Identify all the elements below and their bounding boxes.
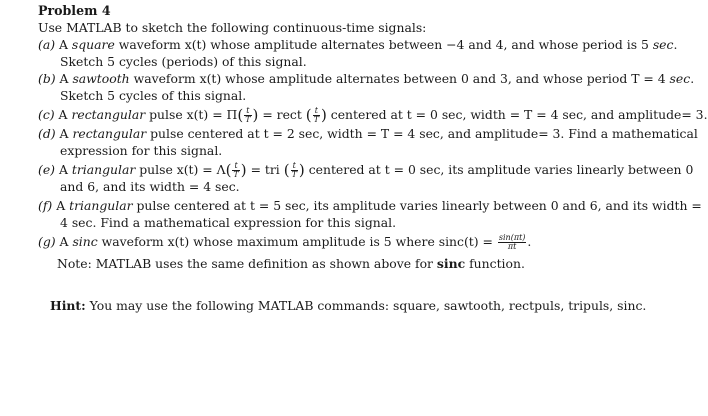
part-d-emphasis: rectangular	[72, 126, 147, 141]
note-text-1: Note: MATLAB uses the same definition as shown above for	[57, 256, 437, 271]
part-e-fraction-1	[232, 162, 239, 179]
part-a-unit: sec	[652, 37, 674, 52]
part-c-paren-open-2: (	[305, 106, 312, 124]
part-b-text-1: A	[55, 71, 73, 86]
fraction-numerator: t	[313, 107, 320, 116]
part-e-text-4: centered at t = 0 sec, its amplitude varies linearly between 0	[304, 162, 694, 177]
part-c-paren-close-1: )	[252, 106, 259, 124]
part-e-label: (e)	[38, 162, 56, 177]
part-e-text-2: pulse x(t) = Λ	[135, 162, 226, 177]
fraction-denominator: T	[245, 115, 251, 124]
part-f-line-2: 4 sec. Find a mathematical expression for this signal.	[60, 215, 397, 230]
part-c-text-2: pulse x(t) = Π	[145, 107, 238, 122]
part-e-line-2: and 6, and its width = 4 sec.	[60, 179, 240, 194]
fraction-numerator: t	[232, 162, 239, 171]
part-a	[38, 36, 678, 70]
note-bold: sinc	[436, 256, 466, 271]
part-e-paren-open-1: (	[225, 161, 232, 179]
part-a-label: (a)	[38, 37, 56, 52]
part-b-label: (b)	[38, 71, 56, 86]
part-c-text-1: A	[54, 107, 72, 122]
part-f-emphasis: triangular	[69, 198, 133, 213]
part-e-text-1: A	[55, 162, 72, 177]
part-e-paren-close-2: )	[298, 161, 305, 179]
part-c-text-3: = rect	[258, 107, 306, 122]
part-c-text-4: centered at t = 0 sec, width = T = 4 sec, and amplitude= 3.	[326, 107, 708, 122]
part-e-text-3: = tri	[246, 162, 284, 177]
part-f	[38, 197, 702, 231]
part-d-line-2: expression for this signal.	[60, 143, 223, 158]
problem-page	[38, 2, 708, 314]
part-c-emphasis: rectangular	[71, 107, 146, 122]
part-g-text-3: .	[527, 234, 532, 249]
part-c-paren-open-1: (	[237, 106, 244, 124]
part-f-text-2: pulse centered at t = 5 sec, its amplitude varies linearly between 0 and 6, and its width =	[132, 198, 702, 213]
fraction-denominator: T	[313, 115, 319, 124]
fraction-denominator: T	[233, 170, 239, 179]
sinc-denominator: πt	[507, 242, 517, 251]
part-a-text-3: .	[673, 37, 678, 52]
fraction-denominator: T	[291, 170, 297, 179]
part-e-paren-close-1: )	[240, 161, 247, 179]
part-a-text-2: waveform x(t) whose amplitude alternates between −4 and 4, and whose period is 5	[114, 37, 653, 52]
part-g-text-2: waveform x(t) whose maximum amplitude is 5 where sinc(t) =	[97, 234, 497, 249]
part-g-emphasis: sinc	[72, 234, 98, 249]
part-b-text-2: waveform x(t) whose amplitude alternates between 0 and 3, and whose period T = 4	[129, 71, 670, 86]
part-c	[38, 106, 708, 124]
part-e-fraction-2	[291, 162, 298, 179]
hint-text: You may use the following MATLAB commands: square, sawtooth, rectpuls, tripuls, sinc.	[85, 298, 647, 313]
sinc-fraction	[498, 234, 527, 251]
part-c-fraction-1	[244, 107, 251, 124]
part-b-text-3: .	[690, 71, 695, 86]
part-e-paren-open-2: (	[283, 161, 290, 179]
note	[38, 255, 678, 272]
part-g-text-1: A	[55, 234, 73, 249]
part-f-label: (f)	[38, 198, 53, 213]
hint	[38, 297, 678, 314]
part-c-label: (c)	[38, 107, 55, 122]
part-b-emphasis: sawtooth	[72, 71, 130, 86]
problem-title: Problem 4	[38, 3, 111, 18]
part-b	[38, 70, 695, 104]
part-b-line-2: Sketch 5 cycles of this signal.	[60, 88, 247, 103]
part-a-emphasis: square	[71, 37, 115, 52]
hint-label: Hint:	[50, 298, 86, 313]
part-b-unit: sec	[669, 71, 691, 86]
fraction-numerator: t	[244, 107, 251, 116]
part-c-paren-close-2: )	[320, 106, 327, 124]
part-e-emphasis: triangular	[71, 162, 136, 177]
part-c-fraction-2	[313, 107, 320, 124]
part-a-text-1: A	[55, 37, 72, 52]
part-d-text-1: A	[55, 126, 73, 141]
part-d-text-2: pulse centered at t = 2 sec, width = T = 4 sec, and amplitude= 3. Find a mathematical	[146, 126, 698, 141]
part-g	[38, 233, 678, 250]
part-e	[38, 161, 694, 195]
note-text-2: function.	[465, 256, 525, 271]
problem-intro: Use MATLAB to sketch the following continuous-time signals:	[38, 20, 427, 35]
part-a-line-2: Sketch 5 cycles (periods) of this signal.	[60, 54, 307, 69]
fraction-numerator: t	[291, 162, 298, 171]
part-g-label: (g)	[38, 234, 56, 249]
part-d-label: (d)	[38, 126, 56, 141]
part-f-text-1: A	[52, 198, 70, 213]
part-d	[38, 125, 698, 159]
sinc-numerator: sin(πt)	[498, 233, 526, 242]
